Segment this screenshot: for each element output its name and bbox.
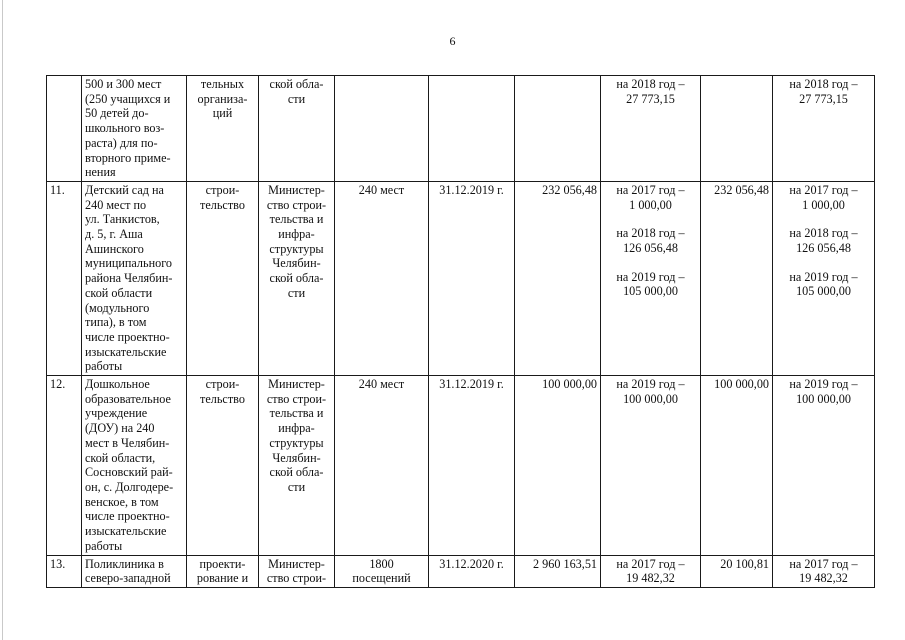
funding-limit-cell: 20 100,81 xyxy=(701,555,773,587)
object-name-line: Поликлиника в xyxy=(85,556,164,571)
funding-by-year-2-cell xyxy=(773,555,875,587)
customer-line: ство строи- xyxy=(266,197,327,212)
funding-by-year-2-line: на 2018 год – xyxy=(789,77,858,91)
funding-by-year-2-cell xyxy=(773,181,875,375)
customer-line: Министер- xyxy=(268,556,325,571)
page-number: 6 xyxy=(449,34,456,48)
object-name-line: ской области xyxy=(85,285,153,300)
customer-line: структуры xyxy=(269,241,324,256)
funding-by-year-line: 27 773,15 xyxy=(626,91,675,106)
object-name-line: работы xyxy=(85,359,123,374)
object-name-line: 50 детей до- xyxy=(85,106,149,121)
capacity-line: 1800 xyxy=(369,556,394,571)
capacity-line: посещений xyxy=(352,571,411,586)
customer-line: сти xyxy=(287,285,306,300)
row-number-cell: 13. xyxy=(47,555,82,587)
estimated-cost-cell: 100 000,00 xyxy=(515,376,601,555)
object-name-line: муниципального xyxy=(85,256,172,271)
funding-by-year-2-line: на 2019 год – xyxy=(789,377,858,392)
object-name-line: типа), в том xyxy=(85,315,147,330)
funding-by-year-line: на 2019 год – xyxy=(616,269,685,284)
table-row xyxy=(47,376,875,555)
work-type-line: организа- xyxy=(197,91,248,106)
customer-line: ской обла- xyxy=(269,465,324,480)
deadline-cell xyxy=(429,76,515,182)
funding-limit-cell: 100 000,00 xyxy=(701,376,773,555)
work-type-line: строи- xyxy=(205,377,240,392)
object-name-line: (модульного xyxy=(85,300,150,315)
funding-limit-cell: 232 056,48 xyxy=(701,181,773,375)
object-name-line: Ашинского xyxy=(85,241,144,256)
object-name-line: числе проектно- xyxy=(85,509,170,524)
funding-by-year-line: 126 056,48 xyxy=(623,241,678,256)
customer-line: структуры xyxy=(269,435,324,450)
funding-by-year-2-line: 100 000,00 xyxy=(796,391,851,406)
table-row xyxy=(47,181,875,375)
object-name-cell xyxy=(82,181,187,375)
work-type-cell xyxy=(187,76,259,182)
customer-line: сти xyxy=(287,91,306,106)
customer-line: ской обла- xyxy=(269,271,324,286)
capacity-cell xyxy=(335,181,429,375)
customer-line: Челябин- xyxy=(272,256,321,271)
funding-by-year-cell xyxy=(601,181,701,375)
object-name-line: изыскательские xyxy=(85,524,167,539)
deadline-cell: 31.12.2019 г. xyxy=(429,376,515,555)
customer-line: ство строи- xyxy=(266,391,327,406)
object-name-line: 500 и 300 мест xyxy=(85,77,162,91)
work-type-line: тельство xyxy=(200,197,245,212)
deadline-cell: 31.12.2020 г. xyxy=(429,555,515,587)
funding-by-year-line xyxy=(604,256,697,270)
capacity-cell xyxy=(335,376,429,555)
funding-by-year-2-line: на 2018 год – xyxy=(789,226,858,241)
estimated-cost-cell xyxy=(515,76,601,182)
capacity-cell xyxy=(335,76,429,182)
table-row xyxy=(47,555,875,587)
capacity-line: 240 мест xyxy=(358,182,405,197)
customer-line: сти xyxy=(287,479,306,494)
object-name-line: образовательное xyxy=(85,391,171,406)
object-name-line: Детский сад на xyxy=(85,182,164,197)
work-type-cell xyxy=(187,376,259,555)
table-row xyxy=(47,76,875,182)
object-name-cell xyxy=(82,555,187,587)
object-name-line: учреждение xyxy=(85,406,148,421)
funding-by-year-2-line: на 2019 год – xyxy=(789,269,858,284)
funding-by-year-line: на 2018 год – xyxy=(616,77,685,91)
funding-by-year-2-line: 105 000,00 xyxy=(796,284,851,299)
object-name-line: северо-западной xyxy=(85,571,171,586)
funding-by-year-line: на 2019 год – xyxy=(616,377,685,392)
funding-by-year-2-line xyxy=(776,256,871,270)
customer-cell xyxy=(259,555,335,587)
customer-line: ской обла- xyxy=(269,77,324,91)
object-name-line: Дошкольное xyxy=(85,377,150,392)
capacity-cell xyxy=(335,555,429,587)
estimated-cost-cell: 232 056,48 xyxy=(515,181,601,375)
funding-by-year-line: 105 000,00 xyxy=(623,284,678,299)
funding-by-year-2-cell xyxy=(773,376,875,555)
funding-by-year-2-line: 27 773,15 xyxy=(799,91,848,106)
work-type-line: ций xyxy=(212,106,233,121)
object-name-line: ул. Танкистов, xyxy=(85,212,160,227)
work-type-line: тельных xyxy=(200,77,245,91)
funding-by-year-2-line: на 2017 год – xyxy=(789,182,858,197)
customer-line: Министер- xyxy=(268,182,325,197)
funding-by-year-line: 19 482,32 xyxy=(626,571,675,586)
object-name-line: нения xyxy=(85,165,116,180)
funding-by-year-2-line: 1 000,00 xyxy=(802,197,845,212)
object-name-line: ской области, xyxy=(85,450,156,465)
customer-line: Челябин- xyxy=(272,450,321,465)
work-type-line: рование и xyxy=(196,571,249,586)
work-type-line: тельство xyxy=(200,391,245,406)
customer-line: Министер- xyxy=(268,377,325,392)
customer-line: тельства и xyxy=(269,406,324,421)
work-type-cell xyxy=(187,555,259,587)
object-name-line: школьного воз- xyxy=(85,121,165,136)
object-name-line: (250 учащихся и xyxy=(85,91,171,106)
funding-by-year-2-line: на 2017 год – xyxy=(789,556,858,571)
left-edge-rule xyxy=(2,0,3,640)
object-name-cell xyxy=(82,376,187,555)
funding-by-year-cell xyxy=(601,376,701,555)
object-name-line: венское, в том xyxy=(85,494,159,509)
funding-limit-cell xyxy=(701,76,773,182)
funding-by-year-2-line xyxy=(776,212,871,226)
funding-by-year-2-cell xyxy=(773,76,875,182)
work-type-line: проекти- xyxy=(199,556,246,571)
row-number-cell: 11. xyxy=(47,181,82,375)
object-name-line: мест в Челябин- xyxy=(85,435,170,450)
investment-table xyxy=(46,75,875,588)
customer-line: тельства и xyxy=(269,212,324,227)
object-name-line: изыскательские xyxy=(85,344,167,359)
object-name-line: работы xyxy=(85,538,123,553)
funding-by-year-line: на 2018 год – xyxy=(616,226,685,241)
capacity-line: 240 мест xyxy=(358,377,405,392)
estimated-cost-cell: 2 960 163,51 xyxy=(515,555,601,587)
object-name-line: района Челябин- xyxy=(85,271,173,286)
object-name-cell xyxy=(82,76,187,182)
customer-line: инфра- xyxy=(278,227,315,242)
customer-cell xyxy=(259,376,335,555)
funding-by-year-line: на 2017 год – xyxy=(616,556,685,571)
object-name-line: (ДОУ) на 240 xyxy=(85,421,155,436)
row-number-cell xyxy=(47,76,82,182)
funding-by-year-line: на 2017 год – xyxy=(616,182,685,197)
customer-line: ство строи- xyxy=(266,571,327,586)
row-number-cell: 12. xyxy=(47,376,82,555)
object-name-line: вторного приме- xyxy=(85,150,171,165)
work-type-line: строи- xyxy=(205,182,240,197)
object-name-line: числе проектно- xyxy=(85,329,170,344)
object-name-line: д. 5, г. Аша xyxy=(85,227,143,242)
object-name-line: раста) для по- xyxy=(85,135,158,150)
customer-cell xyxy=(259,181,335,375)
object-name-line: 240 мест по xyxy=(85,197,147,212)
customer-line: инфра- xyxy=(278,421,315,436)
funding-by-year-line: 100 000,00 xyxy=(623,391,678,406)
customer-cell xyxy=(259,76,335,182)
funding-by-year-cell xyxy=(601,555,701,587)
funding-by-year-line: 1 000,00 xyxy=(629,197,672,212)
funding-by-year-line xyxy=(604,212,697,226)
object-name-line: Сосновский рай- xyxy=(85,465,173,480)
work-type-cell xyxy=(187,181,259,375)
object-name-line: он, с. Долгодере- xyxy=(85,479,174,494)
funding-by-year-2-line: 19 482,32 xyxy=(799,571,848,586)
deadline-cell: 31.12.2019 г. xyxy=(429,181,515,375)
funding-by-year-cell xyxy=(601,76,701,182)
funding-by-year-2-line: 126 056,48 xyxy=(796,241,851,256)
